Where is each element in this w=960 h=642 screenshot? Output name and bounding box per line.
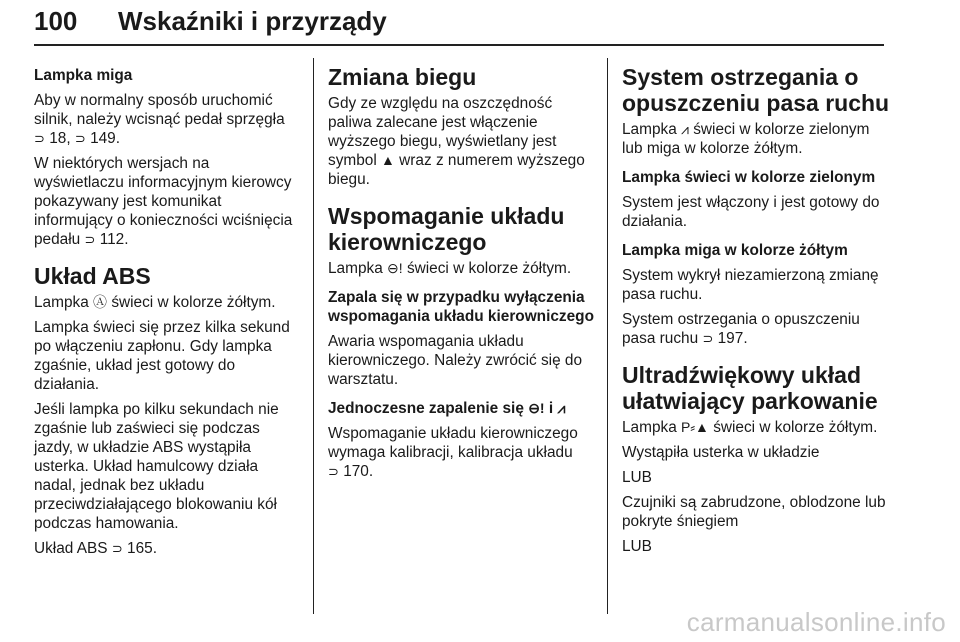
paragraph: Aby w normalny sposób uruchomić silnik, należy wcisnąć pedał sprzęgła ⊃ 18, ⊃ 149. — [34, 92, 285, 147]
ref-arrow-icon: ⊃ — [702, 331, 714, 346]
paragraph: Lampka świeci się przez kilka sekund po włączeniu zapłonu. Gdy lampka zgaśnie, układ jest gotowy do działania. — [34, 319, 290, 393]
paragraph: Układ ABS ⊃ 165. — [34, 540, 158, 557]
lane-departure-icon: ⩘ — [681, 121, 689, 137]
steering-warning-icon: ⊖! — [528, 400, 545, 416]
heading-lampka-miga: Lampka miga — [34, 67, 133, 84]
lane-icon: ⩘ — [557, 400, 566, 416]
heading-zapala-sie: Zapala się w przypadku wyłączenia wspomagania układu kierowniczego — [328, 289, 594, 325]
paragraph: Wystąpiła usterka w układzie — [622, 444, 820, 461]
paragraph: Lampka Ⓐ świeci w kolorze żółtym. — [34, 294, 276, 311]
heading-jednoczesne: Jednoczesne zapalenie się ⊖! i ⩘ — [328, 400, 566, 417]
paragraph: Awaria wspomagania układu kierowniczego. Należy zwrócić się do warsztatu. — [328, 333, 583, 388]
heading-ultradzwiekowy: Ultradźwiękowy układ ułatwiający parkowanie — [622, 362, 878, 414]
paragraph: W niektórych wersjach na wyświetlaczu informacyjnym kierowcy pokazywany jest komunikat informujący o konieczności wciśnięcia pedału ⊃ 112. — [34, 155, 293, 248]
abs-warning-icon: Ⓐ — [93, 294, 108, 310]
column-divider — [607, 58, 608, 614]
paragraph: LUB — [622, 469, 652, 486]
heading-system-ostrzegania: System ostrzegania o opuszczeniu pasa ruchu — [622, 64, 890, 116]
paragraph: System ostrzegania o opuszczeniu pasa ruchu ⊃ 197. — [622, 311, 860, 347]
steering-warning-icon: ⊖! — [387, 260, 403, 276]
park-assist-icon: P⸗▲ — [681, 419, 709, 435]
watermark: carmanualsonline.info — [686, 607, 946, 637]
heading-zielonym: Lampka świeci w kolorze zielonym — [622, 169, 876, 186]
paragraph: Lampka ⊖! świeci w kolorze żółtym. — [328, 260, 572, 277]
column-left — [34, 58, 300, 564]
ref-arrow-icon: ⊃ — [34, 131, 45, 146]
column-right — [622, 58, 890, 562]
paragraph: Lampka ⩘ świeci w kolorze zielonym lub miga w kolorze żółtym. — [622, 121, 870, 157]
shift-up-icon: ▲ — [381, 152, 395, 168]
ref-arrow-icon: ⊃ — [74, 131, 86, 146]
column-divider — [313, 58, 314, 614]
paragraph: LUB — [622, 538, 652, 555]
heading-zmiana-biegu: Zmiana biegu — [328, 64, 477, 90]
paragraph: Czujniki są zabrudzone, oblodzone lub pokryte śniegiem — [622, 494, 886, 530]
paragraph: System wykrył niezamierzoną zmianę pasa ruchu. — [622, 267, 879, 303]
page-number: 100 — [34, 6, 78, 36]
paragraph: Jeśli lampka po kilku sekundach nie zgaśnie lub zaświeci się podczas jazdy, w układzie ABS wystąpiła usterka. Układ hamulcowy działa nadal, jednak bez układu przeciwdziałającego blokowaniu kół podczas hamowania. — [34, 401, 279, 532]
heading-miga-zolty: Lampka miga w kolorze żółtym — [622, 242, 848, 259]
paragraph: Wspomaganie układu kierowniczego wymaga kalibracji, kalibracja układu ⊃ 170. — [328, 425, 578, 480]
heading-wspomaganie: Wspomaganie układu kierowniczego — [328, 203, 565, 255]
header-rule — [34, 44, 884, 46]
ref-arrow-icon: ⊃ — [111, 541, 123, 556]
page-header — [34, 0, 884, 44]
column-middle — [328, 58, 596, 487]
paragraph: Gdy ze względu na oszczędność paliwa zalecane jest włączenie wyższego biegu, wyświetlany jest symbol ▲ wraz z numerem wyższego biegu. — [328, 95, 585, 188]
ref-arrow-icon: ⊃ — [84, 232, 96, 247]
paragraph: Lampka P⸗▲ świeci w kolorze żółtym. — [622, 419, 878, 436]
ref-arrow-icon: ⊃ — [328, 464, 339, 479]
paragraph: System jest włączony i jest gotowy do działania. — [622, 194, 880, 230]
heading-abs: Układ ABS — [34, 263, 151, 289]
page-title: Wskaźniki i przyrządy — [118, 6, 387, 36]
